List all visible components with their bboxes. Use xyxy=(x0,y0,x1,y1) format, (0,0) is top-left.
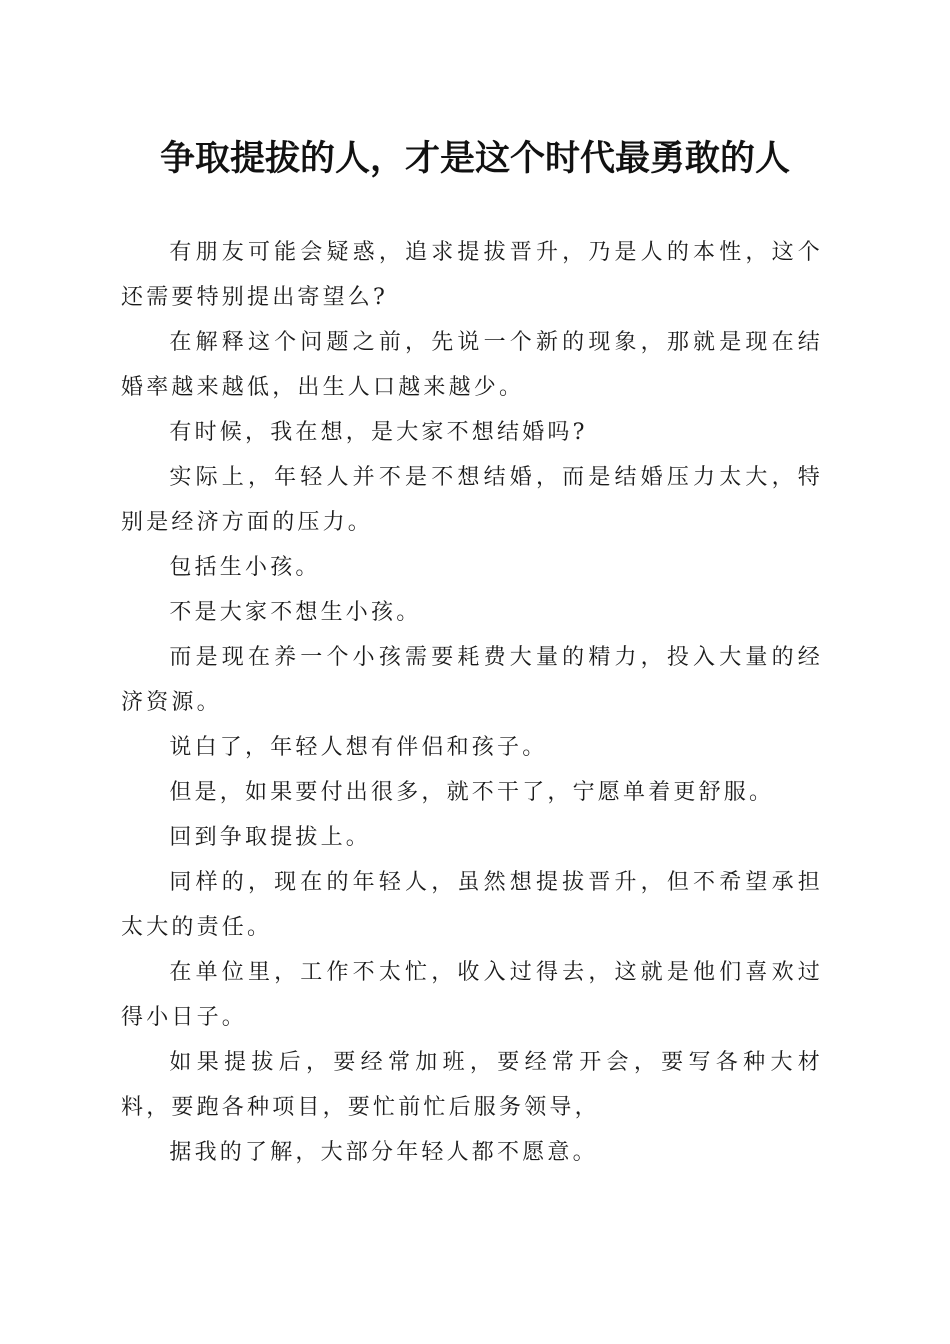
paragraph: 在解释这个问题之前，先说一个新的现象，那就是现在结婚率越来越低，出生人口越来越少。 xyxy=(121,330,823,400)
paragraph: 有时候，我在想，是大家不想结婚吗? xyxy=(169,420,588,445)
document-body xyxy=(121,230,823,1175)
paragraph: 在单位里，工作不太忙，收入过得去，这就是他们喜欢过得小日子。 xyxy=(121,960,823,1030)
paragraph: 回到争取提拔上。 xyxy=(169,825,371,850)
document-title: 争取提拔的人，才是这个时代最勇敢的人 xyxy=(159,138,790,179)
paragraph: 说白了，年轻人想有伴侣和孩子。 xyxy=(169,735,548,760)
paragraph: 据我的了解，大部分年轻人都不愿意。 xyxy=(169,1140,598,1165)
paragraph: 同样的，现在的年轻人，虽然想提拔晋升，但不希望承担太大的责任。 xyxy=(121,870,823,940)
paragraph: 包括生小孩。 xyxy=(169,555,321,580)
paragraph: 不是大家不想生小孩。 xyxy=(169,600,422,625)
paragraph: 有朋友可能会疑惑，追求提拔晋升，乃是人的本性，这个还需要特别提出寄望么? xyxy=(121,240,823,310)
paragraph: 而是现在养一个小孩需要耗费大量的精力，投入大量的经济资源。 xyxy=(121,645,823,715)
paragraph: 如果提拔后，要经常加班，要经常开会，要写各种大材料，要跑各种项目，要忙前忙后服务领导， xyxy=(121,1050,823,1120)
paragraph: 但是，如果要付出很多，就不干了，宁愿单着更舒服。 xyxy=(169,780,775,805)
paragraph: 实际上，年轻人并不是不想结婚，而是结婚压力太大，特别是经济方面的压力。 xyxy=(121,465,823,535)
